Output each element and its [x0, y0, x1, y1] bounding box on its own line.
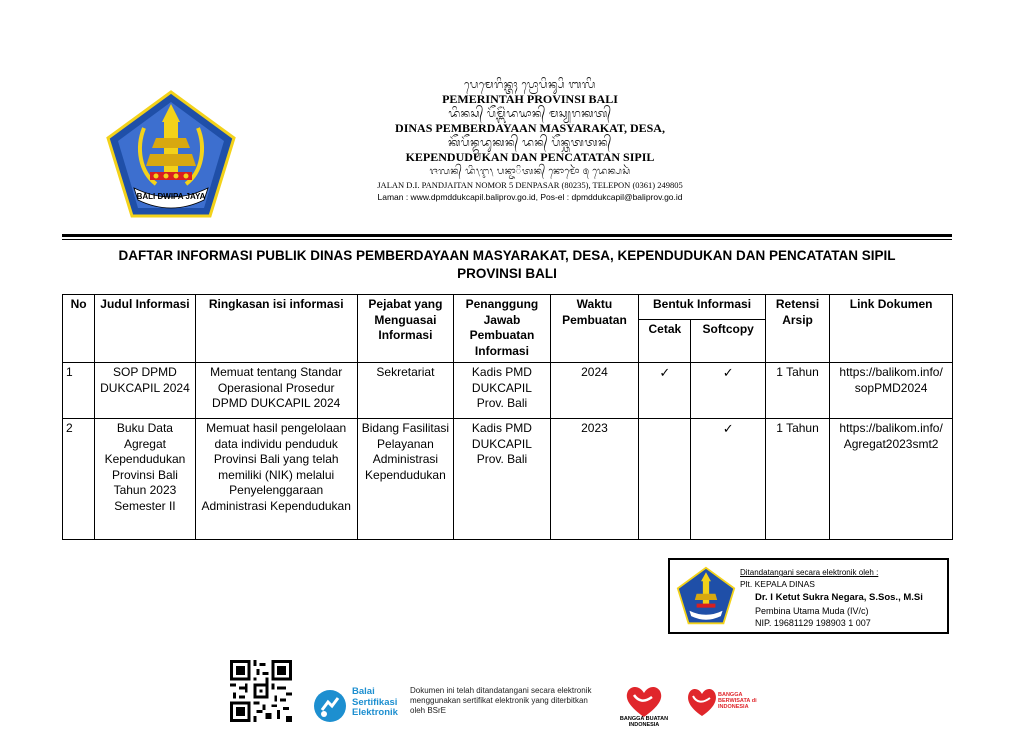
cell-ringkasan: Memuat hasil pengelolaan data individu penduduk Provinsi Bali yang telah memiliki (NIK) melalui Penyelenggaraan Administrasi Kependudukan	[195, 419, 357, 540]
cell-link[interactable]: https://balikom.info/ Agregat2023smt2	[830, 419, 953, 540]
header-no: No	[63, 295, 95, 363]
cell-no: 2	[63, 419, 95, 540]
signature-position: Plt. KEPALA DINAS	[740, 579, 815, 589]
letterhead	[300, 78, 760, 203]
bsre-name	[352, 687, 398, 719]
cell-no: 1	[63, 363, 95, 419]
letterhead-agency-line2: KEPENDUDUKAN DAN PENCATATAN SIPIL	[405, 150, 655, 164]
check-icon: ✓	[639, 363, 691, 419]
bsre-name-line: Elektronik	[352, 707, 398, 718]
header-cetak: Cetak	[639, 320, 691, 363]
signature-caption: Ditandatangani secara elektronik oleh :	[740, 568, 879, 577]
cell-pejabat: Bidang Fasilitasi Pelayanan Administrasi Kependudukan	[357, 419, 454, 540]
cell-waktu: 2023	[550, 419, 638, 540]
cell-retensi: 1 Tahun	[765, 363, 829, 419]
cell-penanggung-jawab: Kadis PMD DUKCAPIL Prov. Bali	[454, 363, 551, 419]
header-retensi: Retensi Arsip	[765, 295, 829, 363]
balinese-script-line: ᬚᬮᬦ᭄ ᬤᬶ᭞ᬇ᭞ ᬧᬦ᭄ᬚᬵᬶᬢᬦ᭄ ᬦᭀᬫᭀᬃ ᭕ ᬤᬾᬦ᭄ᬧᬲᬃ	[429, 167, 631, 177]
header-pejabat: Pejabat yang Menguasai Informasi	[357, 295, 454, 363]
cell-pejabat: Sekretariat	[357, 363, 454, 419]
bbi2-label: BANGGA BERWISATA di INDONESIA	[718, 692, 757, 710]
cell-retensi: 1 Tahun	[765, 419, 829, 540]
logo-motto: BALI DWIPA JAYA	[136, 192, 206, 201]
document-title-line2: PROVINSI BALI	[457, 266, 557, 281]
header-ringkasan: Ringkasan isi informasi	[195, 295, 357, 363]
bsre-name-line: Sertifikasi	[352, 696, 398, 708]
electronic-signature-box	[668, 558, 949, 634]
header-waktu: Waktu Pembuatan	[550, 295, 638, 363]
table-row	[63, 363, 953, 419]
letterhead-website[interactable]: Laman : www.dpmddukcapil.baliprov.go.id, Pos-el : dpmddukcapil@baliprov.go.id	[377, 192, 683, 202]
bsre-logo-icon	[312, 688, 348, 724]
letterhead-divider	[62, 234, 952, 237]
letterhead-agency-line1: DINAS PEMBERDAYAAN MASYARAKAT, DESA,	[395, 121, 665, 135]
balinese-script-line: ᬤᬶᬦᬲ᭄ ᬧᭂᬫ᭄ᬩᭂᬃᬤᬬᬵᬦ᭄ ᬫᬲ᭄ᬬᬭᬓᬢ᭄	[448, 108, 612, 120]
document-title	[62, 247, 952, 283]
cell-waktu: 2024	[550, 363, 638, 419]
bali-province-logo	[104, 88, 238, 222]
cell-ringkasan: Memuat tentang Standar Operasional Prosedur DPMD DUKCAPIL 2024	[195, 363, 357, 419]
cell-judul: Buku Data Agregat Kependudukan Provinsi Bali Tahun 2023 Semester II	[95, 419, 196, 540]
header-link: Link Dokumen	[830, 295, 953, 363]
header-bentuk-informasi: Bentuk Informasi	[639, 295, 766, 320]
check-icon	[639, 419, 691, 540]
cell-penanggung-jawab: Kadis PMD DUKCAPIL Prov. Bali	[454, 419, 551, 540]
balinese-script-line: ᬧᬾᬫᬾᬭᬶᬦ᭄ᬢᬄ ᬧ᭄ᬭᭀᬧᬶᬦ᭄ᬲᬶ ᬩᬮᬶ	[464, 79, 596, 91]
letterhead-government: PEMERINTAH PROVINSI BALI	[442, 92, 618, 106]
letterhead-address: JALAN D.I. PANDJAITAN NOMOR 5 DENPASAR (80235), TELEPON (0361) 249805	[377, 180, 683, 190]
table-row	[63, 419, 953, 540]
balinese-script-line: ᬓᭂᬧᭂᬦ᭄ᬤᬸᬤᬸᬓᬦ᭄ ᬤᬦ᭄ ᬧᭂᬦ᭄ᬘᬢᬢᬦ᭄	[448, 137, 612, 149]
bsre-name-line: Balai	[352, 686, 375, 697]
document-title-line1: DAFTAR INFORMASI PUBLIK DINAS PEMBERDAYAAN MASYARAKAT, DESA, KEPENDUDUKAN DAN PENCATATAN SIPIL	[118, 248, 896, 263]
letterhead-divider-thin	[62, 239, 952, 240]
header-softcopy: Softcopy	[691, 320, 765, 363]
signatory-nip: NIP. 19681129 198903 1 007	[755, 618, 871, 628]
check-icon: ✓	[691, 363, 765, 419]
check-icon: ✓	[691, 419, 765, 540]
public-information-table	[62, 294, 953, 540]
qr-code-icon[interactable]	[230, 660, 292, 722]
cell-link[interactable]: https://balikom.info/ sopPMD2024	[830, 363, 953, 419]
header-judul: Judul Informasi	[95, 295, 196, 363]
header-penanggung-jawab: Penanggung Jawab Pembuatan Informasi	[454, 295, 551, 363]
signatory-name: Dr. I Ketut Sukra Negara, S.Sos., M.Si	[755, 592, 923, 603]
electronic-signature-note: Dokumen ini telah ditandatangani secara elektronik menggunakan sertifikat elektronik yang diterbitkan oleh BSrE	[410, 686, 592, 715]
cell-judul: SOP DPMD DUKCAPIL 2024	[95, 363, 196, 419]
signatory-rank: Pembina Utama Muda (IV/c)	[755, 606, 869, 616]
bali-province-logo	[676, 566, 736, 626]
bbi-label: BANGGA BUATAN INDONESIA	[619, 716, 669, 728]
